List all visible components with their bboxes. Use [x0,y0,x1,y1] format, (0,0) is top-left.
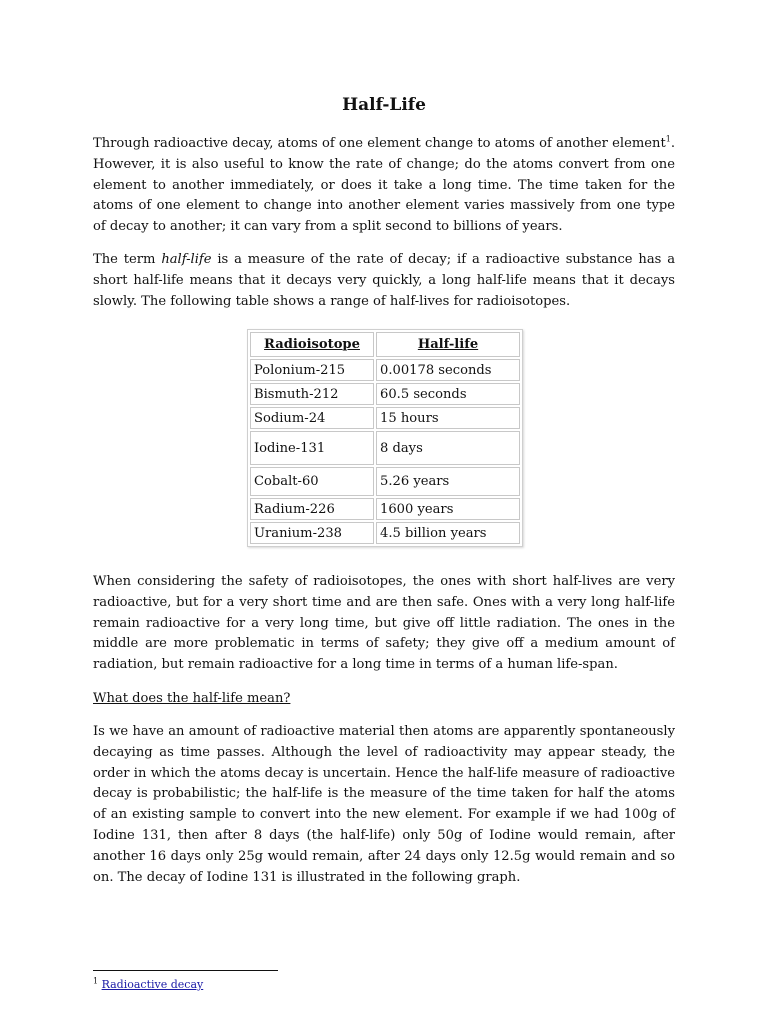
footnote [93,977,203,993]
table-cell-radioisotope: Bismuth-212 [250,383,374,405]
table-cell-radioisotope: Radium-226 [250,498,374,520]
table-cell-radioisotope: Cobalt-60 [250,467,374,496]
table-header-radioisotope: Radioisotope [250,332,374,357]
half-life-meaning-paragraph: Is we have an amount of radioactive material then atoms are apparently spontaneously decaying as time passes. Although the level of radioactivity may appear steady, the order in which the atoms decay is uncertain. Hence the half-life measure of radioactive decay is probabilistic; the half-life is the measure of the time taken for half the atoms of an existing sample to convert into the new element. For example if we had 100g of Iodine 131, then after 8 days (the half-life) only 50g of Iodine would remain, after another 16 days only 25g would remain, after 24 days only 12.5g would remain and so on. The decay of Iodine 131 is illustrated in the following graph. [93,724,675,885]
half-life-term: half-life [161,252,212,267]
footnote-number: 1 [93,976,99,986]
half-life-definition-paragraph [93,250,675,312]
half-life-table [247,329,523,547]
table-row [250,522,520,544]
table-row [250,383,520,405]
definition-text-after: is a measure of the rate of decay; if a radioactive substance has a short half-life means that it decays very quickly, a long half-life means that it decays slowly. The following table shows a range of half-lives for radioisotopes. [93,252,675,309]
table-cell-half-life: 8 days [376,431,520,465]
intro-text-continued: . However, it is also useful to know the rate of change; do the atoms convert from one element to another immediately, or does it take a long time. The time taken for the atoms of one element to change into another element varies massively from one type of decay to another; it can vary from a split second to billions of years. [93,136,675,235]
table-cell-half-life: 1600 years [376,498,520,520]
section-subheading: What does the half-life mean? [93,691,291,706]
table-cell-half-life: 60.5 seconds [376,383,520,405]
table-row [250,407,520,429]
table-cell-radioisotope: Uranium-238 [250,522,374,544]
footnote-link-radioactive-decay[interactable]: Radioactive decay [101,978,204,991]
table-row [250,467,520,496]
intro-text: Through radioactive decay, atoms of one element change to atoms of another element [93,136,666,151]
table-header-half-life: Half-life [376,332,520,357]
page-title: Half-Life [342,95,426,115]
table-cell-half-life: 4.5 billion years [376,522,520,544]
table-cell-radioisotope: Polonium-215 [250,359,374,381]
table-cell-radioisotope: Sodium-24 [250,407,374,429]
intro-paragraph [93,134,675,238]
table-cell-half-life: 15 hours [376,407,520,429]
footnote-reference[interactable]: 1 [665,134,671,144]
definition-text-before: The term [93,252,162,267]
table-row [250,359,520,381]
table-cell-radioisotope: Iodine-131 [250,431,374,465]
safety-paragraph: When considering the safety of radioisotopes, the ones with short half-lives are very radioactive, but for a very short time and are then safe. Ones with a very long half-life remain radioactive for a very long time, but give off little radiation. The ones in the middle are more problematic in terms of safety; they give off a medium amount of radiation, but remain radioactive for a long time in terms of a human life-span. [93,574,675,673]
table-cell-half-life: 0.00178 seconds [376,359,520,381]
table-row [250,431,520,465]
table-row [250,498,520,520]
table-cell-half-life: 5.26 years [376,467,520,496]
footnote-divider [93,970,278,971]
